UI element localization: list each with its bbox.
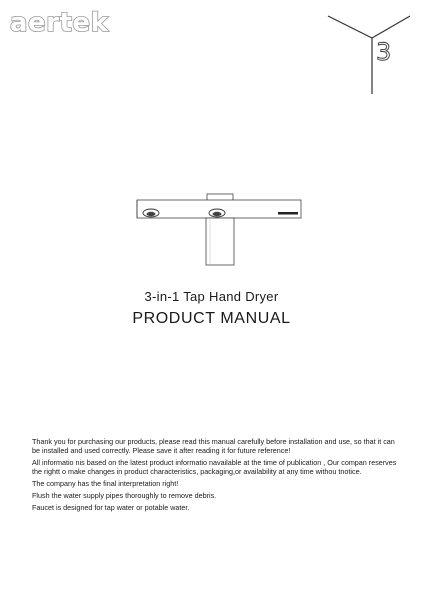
intro-text [32, 437, 398, 515]
intro-paragraph: The company has the final interpretation right! [32, 479, 179, 488]
product-name: 3-in-1 Tap Hand Dryer [144, 289, 279, 304]
document-title: PRODUCT MANUAL [132, 310, 291, 327]
cover-title-block [0, 289, 423, 329]
intro-paragraph: Faucet is designed for tap water or potable water. [32, 503, 190, 512]
tap-hand-dryer-drawing-icon [134, 188, 304, 270]
intro-paragraph: All informatio nis based on the latest product informatio navailable at the time of publication , Our compan reserves the rightt o make changes in product characteristics, packaging,or availability at any time withou tnotice. [32, 458, 397, 476]
brand-logo [8, 6, 118, 36]
intro-paragraph: Thank you for purchasing our products, please read this manual carefully before installation and use, so that it can be installed and used correctly. Please save it after reading it for future reference! [32, 437, 395, 455]
brand-logo-text: aertek [10, 8, 109, 38]
brand-logo-icon [8, 6, 118, 38]
corner-mark-number: 3 [376, 38, 392, 66]
product-illustration [134, 188, 304, 275]
intro-paragraph: Flush the water supply pipes thoroughly to remove debris. [32, 491, 217, 500]
corner-mark [324, 14, 414, 103]
corner-y-mark-icon [324, 14, 414, 98]
